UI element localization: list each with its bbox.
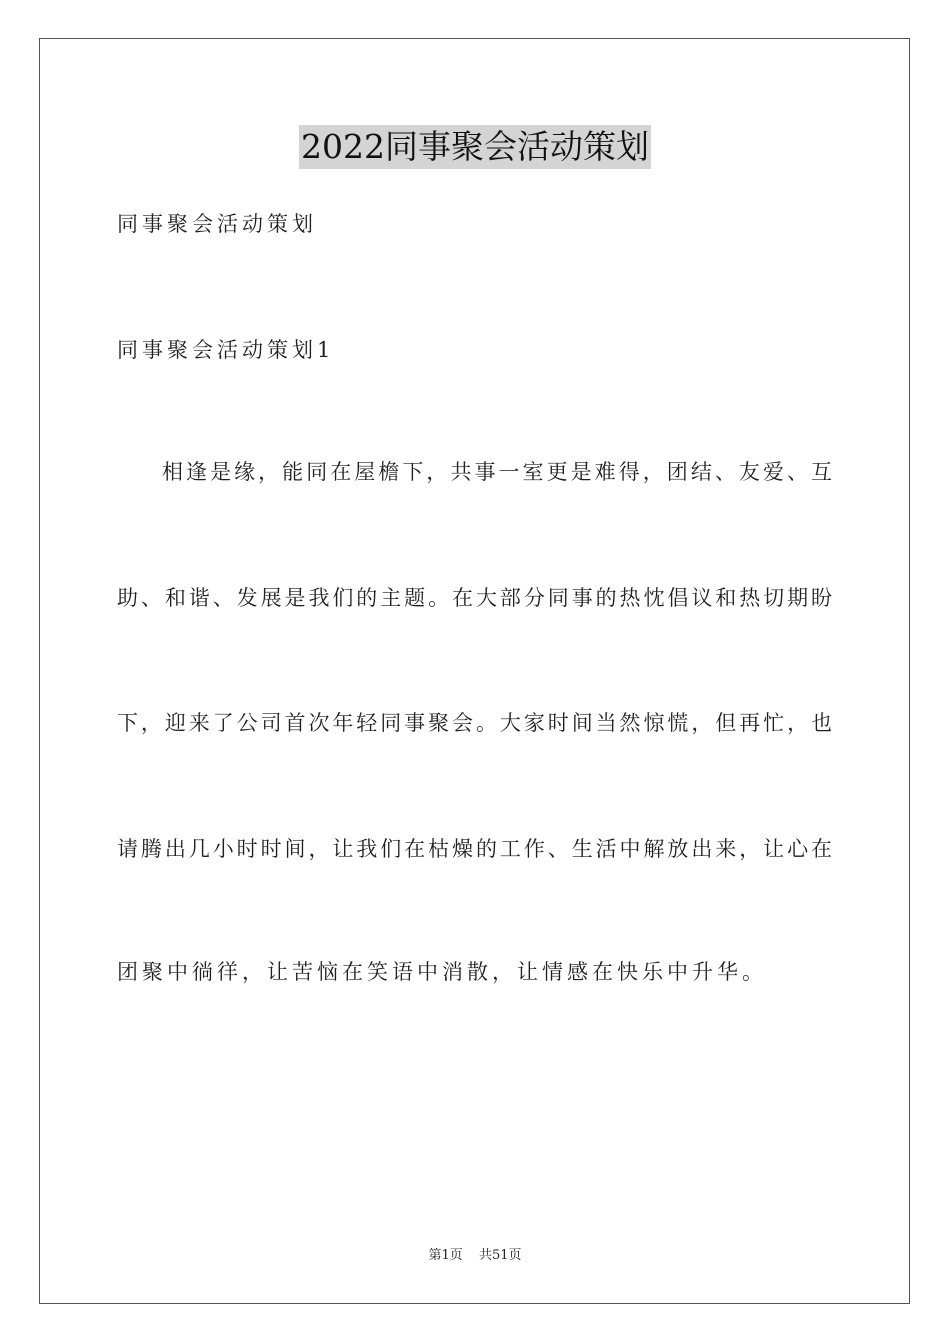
document-title-text: 2022同事聚会活动策划 (299, 125, 651, 169)
paragraph-line-5: 团聚中徜徉，让苦恼在笑语中消散，让情感在快乐中升华。 (117, 960, 767, 984)
document-title (0, 125, 950, 173)
paragraph-line-4: 请腾出几小时时间，让我们在枯燥的工作、生活中解放出来，让心在 (117, 837, 832, 861)
page-total: 共51页 (478, 1248, 522, 1263)
paragraph-line-3: 下，迎来了公司首次年轻同事聚会。大家时间当然惊慌，但再忙，也 (117, 711, 832, 735)
paragraph-line-2: 助、和谐、发展是我们的主题。在大部分同事的热忱倡议和热切期盼 (117, 586, 832, 610)
page-number: 第1页 (428, 1248, 463, 1263)
page-footer (0, 1247, 950, 1265)
paragraph-line-1: 相逢是缘，能同在屋檐下，共事一室更是难得，团结、友爱、互 (162, 460, 832, 484)
section-heading: 同事聚会活动策划1 (117, 338, 335, 362)
document-subtitle: 同事聚会活动策划 (117, 212, 317, 236)
